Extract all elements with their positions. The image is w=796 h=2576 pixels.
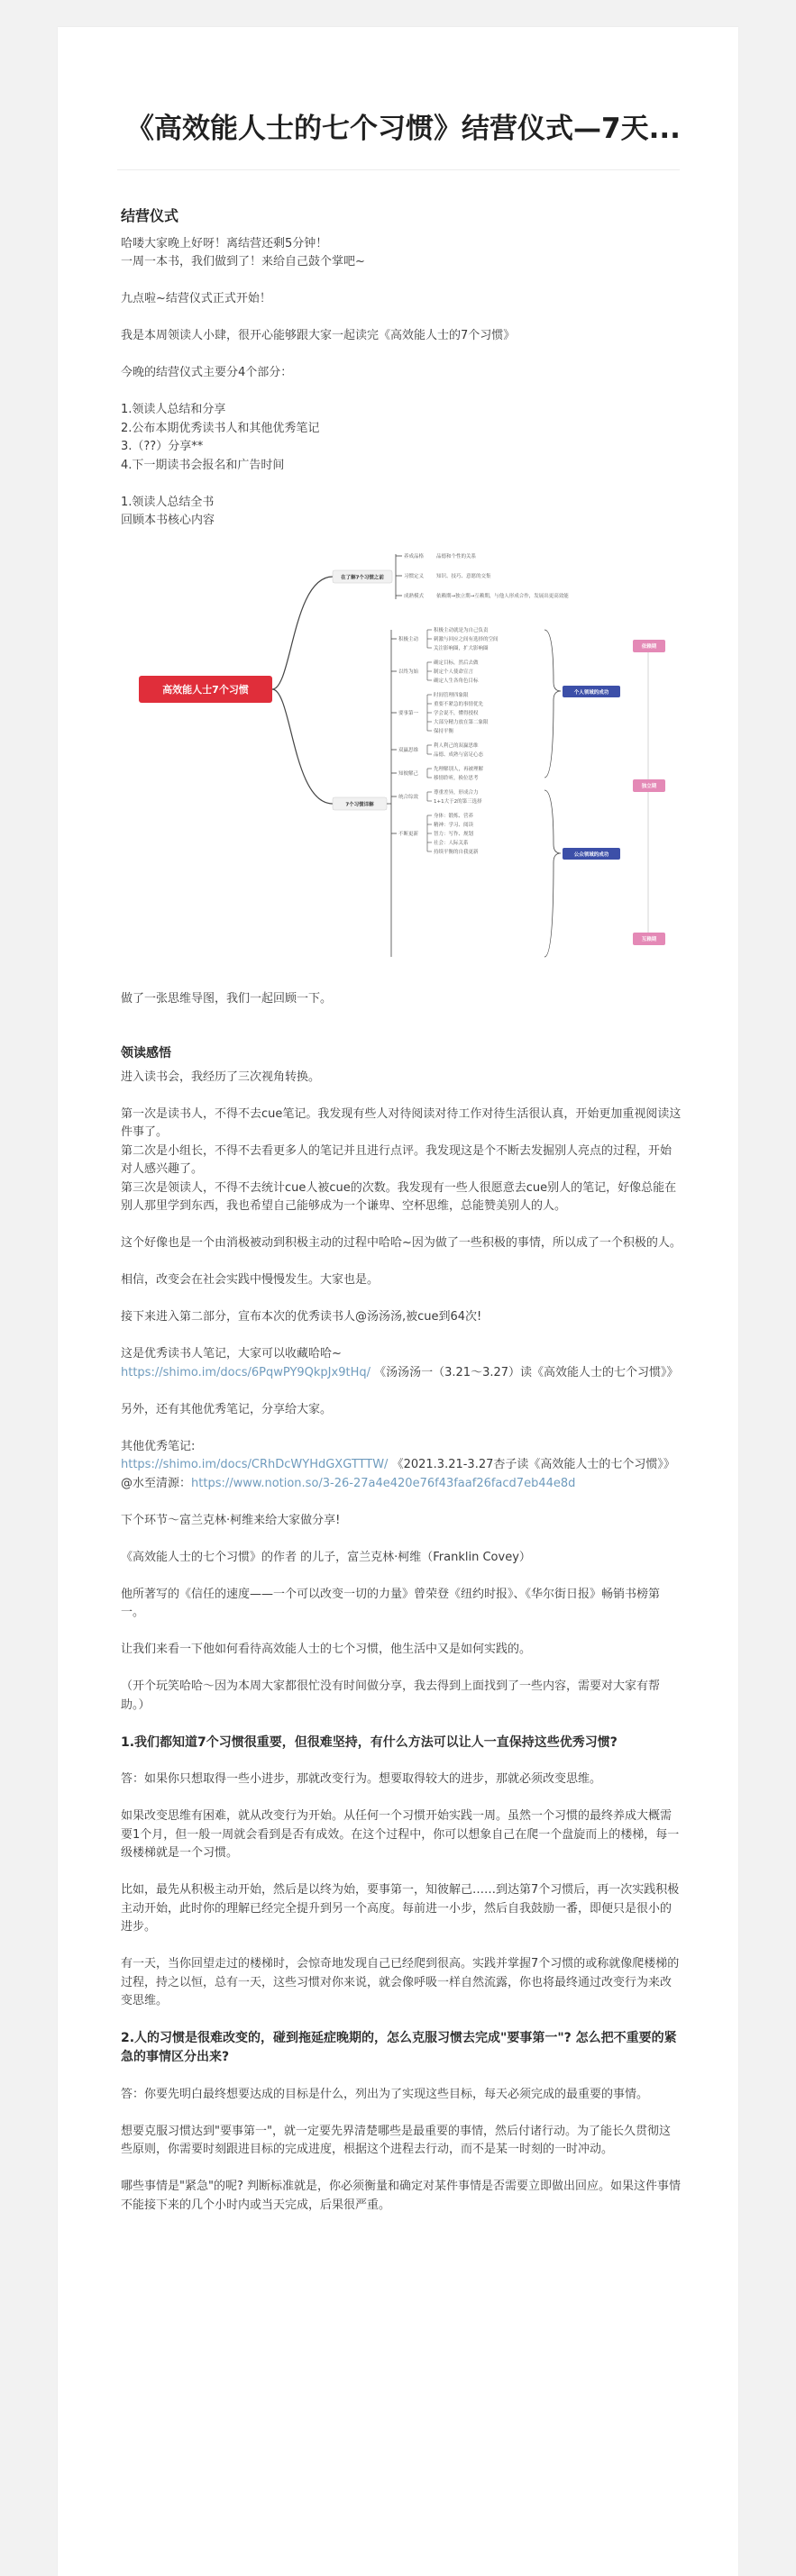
blank-line — [121, 2160, 682, 2179]
blank-line — [121, 309, 682, 328]
group-item-label: 时间管理四象限 — [434, 692, 469, 698]
blank-line — [121, 1087, 682, 1106]
paragraph: 下个环节～富兰克林·柯维来给大家做分享! — [121, 1513, 341, 1527]
paragraph: 比如，最先从积极主动开始，然后是以终为始，要事第一，知彼解己……到达第7个习惯后，再一次实践积极主动开始，此时你的理解已经完全提升到另一个高度。每前进一小步，然后自我鼓励一番，即便只是很小的进步。 — [121, 1883, 680, 1934]
blank-line — [121, 1567, 682, 1586]
paragraph: 第二次是小组长，不得不去看更多人的笔记并且进行点评。我发现这是个不断去发掘别人亮点的过程，开始对人感兴趣了。 — [121, 1143, 672, 1176]
note-link-2[interactable]: https://shimo.im/docs/CRhDcWYHdGXGTTTW/ — [121, 1458, 389, 1471]
paragraph: 这个好像也是一个由消极被动到积极主动的过程中哈哈~因为做了一些积极的事情，所以成了一个积极的人。 — [121, 1236, 682, 1250]
group-label: 不断更新 — [398, 831, 419, 837]
branch-line-bottom — [272, 689, 333, 804]
center-label-personal: 个人领域的成功 — [573, 689, 609, 696]
branch-label-top: 在了解7个习惯之前 — [341, 575, 384, 580]
group-label: 积极主动 — [398, 636, 419, 642]
group-item-label: 智力：写作、规划 — [434, 831, 474, 837]
note-link-1[interactable]: https://shimo.im/docs/6PqwPY9QkpJx9tHq/ — [121, 1365, 371, 1379]
paragraph: 回顾本书核心内容 — [121, 514, 215, 527]
group-item-label: 重要不紧急的事情优先 — [434, 701, 484, 707]
branch-line-top — [272, 577, 333, 689]
mindmap-image — [121, 547, 682, 976]
group-item-label: 利人利己的双赢思维 — [434, 742, 479, 749]
blank-line — [121, 475, 682, 494]
top-leaf-label: 习惯定义 — [404, 573, 425, 579]
group-item-label: 保持平衡 — [434, 728, 454, 734]
group-item-label: 持续平衡的自我更新 — [434, 849, 479, 855]
group-label: 统合综效 — [398, 794, 419, 800]
paragraph: 3.（??）分享** — [121, 440, 204, 453]
blank-line — [121, 1623, 682, 1642]
paragraph: 另外，还有其他优秀笔记，分享给大家。 — [121, 1402, 333, 1416]
paragraph: 第一次是读书人，不得不去cue笔记。我发现有些人对待阅读对待工作对待生活很认真，开始更加重视阅读这件事了。 — [121, 1106, 682, 1139]
note-author-3: @水至清源： — [121, 1476, 192, 1490]
blank-line — [121, 1530, 682, 1549]
paragraph: 2.公布本期优秀读书人和其他优秀笔记 — [121, 421, 320, 435]
top-leaf-label: 成熟模式 — [404, 593, 425, 599]
paragraph: 答：如果你只想取得一些小进步，那就改变行为。想要取得较大的进步，那就必须改变思维。 — [121, 1772, 602, 1786]
section-closing-text — [121, 235, 682, 531]
blank-line — [121, 1715, 682, 1734]
paragraph: 哈喽大家晚上好呀！离结营还剩5分钟！ — [121, 236, 328, 250]
paragraph: 做了一张思维导图，我们一起回顾一下。 — [121, 991, 333, 1006]
blank-line — [121, 383, 682, 402]
paragraph: 今晚的结营仪式主要分4个部分： — [121, 366, 293, 379]
paragraph: 如果改变思维有困难，就从改变行为开始。从任何一个习惯开始实践一周。虽然一个习惯的最终养成大概需要1个月，但一般一周就会看到是否有成效。在这个过程中，你可以想象自己在爬一个盘旋而上的楼梯，每一级楼梯就是一个习惯。 — [121, 1809, 680, 1860]
paragraph: 接下来进入第二部分，宣布本次的优秀读书人@汤汤汤,被cue到64次! — [121, 1310, 482, 1324]
group-item-label: 先理解别人，再被理解 — [434, 766, 484, 772]
blank-line — [121, 2067, 682, 2086]
paragraph: 其他优秀笔记: — [121, 1439, 196, 1453]
section-reflection-text — [121, 1069, 682, 1364]
blank-line — [121, 272, 682, 291]
question-1: 1.我们都知道7个习惯很重要，但很难坚持，有什么方法可以让人一直保持这些优秀习惯? — [121, 1734, 618, 1750]
side-tag-label: 依赖期 — [641, 643, 657, 650]
section-heading-closing: 结营仪式 — [121, 207, 179, 224]
blank-line — [121, 1660, 682, 1679]
paragraph: 想要克服习惯达到"要事第一"，就一定要先界清楚哪些是最重要的事情，然后付诸行动。为了能长久贯彻这些原则，你需要时刻跟进目标的完成进度，根据这个进程去行动，而不是某一时刻的一时冲动。 — [121, 2124, 671, 2156]
paragraph: 有一天，当你回望走过的楼梯时，会惊奇地发现自己已经爬到很高。实践并掌握7个习惯的或称就像爬楼梯的过程，持之以恒，总有一天，这些习惯对你来说，就会像呼吸一样自然流露，你也将最终通过改变行为来改变思维。 — [121, 1957, 680, 2007]
side-tag-label: 独立期 — [641, 783, 657, 789]
group-item-label: 品德、成熟与富足心态 — [434, 751, 484, 758]
blank-line — [121, 1863, 682, 1882]
page-title: 《高效能人士的七个习惯》结营仪式—7天... — [126, 113, 681, 145]
side-tag-label: 互赖期 — [641, 936, 657, 942]
top-leaf-label: 养成品格 — [404, 553, 425, 560]
note-title-2: 《2021.3.21-3.27杏子读《高效能人士的七个习惯》》 — [391, 1458, 675, 1471]
group-item-label: 制定个人使命宣言 — [434, 669, 474, 675]
group-item-label: 身体：锻炼、营养 — [434, 813, 474, 819]
group-item-label: 移情聆听，换位思考 — [434, 775, 479, 781]
document-body — [121, 180, 682, 2215]
document-page — [58, 27, 738, 2576]
paragraph: 他所著写的《信任的速度——一个可以改变一切的力量》曾荣登《纽约时报》、《华尔街日报》畅销书榜第一。 — [121, 1587, 661, 1619]
paragraph: 哪些事情是"紧急"的呢? 判断标准就是，你必须衡量和确定对某件事情是否需要立即做出回应。如果这件事情不能接下来的几个小时内或当天完成，后果很严重。 — [121, 2180, 681, 2212]
paragraph: 我是本周领读人小肆，很开心能够跟大家一起读完《高效能人士的7个习惯》 — [121, 329, 516, 342]
top-leaf-note: 品德和个性的关系 — [436, 553, 477, 560]
group-label: 知彼解己 — [398, 770, 419, 777]
question-2: 2.人的习惯是很难改变的，碰到拖延症晚期的，怎么克服习惯去完成"要事第一"? 怎么把不重要的紧急的事情区分出来? — [121, 2031, 677, 2064]
group-item-label: 积极主动就是为自己负责 — [434, 627, 489, 633]
group-item-label: 社会：人际关系 — [434, 840, 469, 846]
group-item-label: 确定人生各角色目标 — [434, 678, 479, 684]
blank-line — [121, 2104, 682, 2123]
paragraph: 第三次是领读人，不得不去统计cue人被cue的次数。我发现有一些人很愿意去cue别人的笔记，好像总能在别人那里学到东西，我也希望自己能够成为一个谦卑、空杯思维，总能赞美别人的人。 — [121, 1180, 677, 1213]
blank-line — [121, 1216, 682, 1235]
sharing-intro — [121, 1493, 682, 1734]
blank-line — [121, 1752, 682, 1771]
other-notes-intro — [121, 1382, 682, 1456]
paragraph: 相信，改变会在社会实践中慢慢发生。大家也是。 — [121, 1273, 380, 1287]
top-leaf-note: 依赖期→独立期→互赖期，与他人形成合作，发展出更高效能 — [436, 593, 569, 599]
group-label: 双赢思维 — [398, 747, 419, 753]
note-title-1: 《汤汤汤一（3.21～3.27）读《高效能人士的七个习惯》》 — [374, 1365, 679, 1379]
group-item-label: 关注影响圈，扩大影响圈 — [434, 645, 489, 651]
blank-line — [121, 346, 682, 365]
answer-2 — [121, 2067, 682, 2215]
group-item-label: 尊重差异，形成合力 — [434, 789, 479, 796]
group-item-label: 刺激与回应之间有选择的空间 — [434, 636, 499, 642]
blank-line — [121, 1789, 682, 1808]
group-item-label: 1+1大于2的第三选择 — [434, 798, 482, 805]
group-item-label: 确定目标，然后去做 — [434, 660, 479, 666]
public-success-bracket — [544, 790, 561, 957]
blank-line — [121, 1493, 682, 1512]
paragraph: 一周一本书，我们做到了！来给自己鼓个掌吧~ — [121, 255, 365, 269]
title-divider — [117, 169, 680, 170]
paragraph: 1.领读人总结全书 — [121, 495, 215, 509]
paragraph: 九点啦~结营仪式正式开始！ — [121, 292, 271, 305]
paragraph: 4.下一期读书会报名和广告时间 — [121, 458, 285, 472]
personal-success-bracket — [544, 630, 561, 778]
group-label: 以终为始 — [398, 669, 419, 675]
paragraph: （开个玩笑哈哈～因为本周大家都很忙没有时间做分享，我去得到上面找到了一些内容，需要对大家有帮助。） — [121, 1679, 661, 1712]
excellent-note-3 — [121, 1475, 682, 1494]
group-item-label: 精神：学习、阅读 — [434, 822, 474, 828]
mindmap-root-label: 高效能人士7个习惯 — [162, 683, 249, 696]
paragraph: 这是优秀读书人笔记，大家可以收藏哈哈~ — [121, 1347, 342, 1361]
mindmap-caption — [121, 990, 682, 1009]
blank-line — [121, 1290, 682, 1309]
blank-line — [121, 1327, 682, 1346]
note-link-3[interactable]: https://www.notion.so/3-26-27a4e420e76f43faaf26facd7eb44e8d — [191, 1476, 576, 1490]
blank-line — [121, 2011, 682, 2030]
group-label: 要事第一 — [398, 710, 419, 716]
paragraph: 答：你要先明白最终想要达成的目标是什么，列出为了实现这些目标，每天必须完成的最重要的事情。 — [121, 2087, 649, 2101]
blank-line — [121, 1419, 682, 1438]
blank-line — [121, 1253, 682, 1272]
blank-line — [121, 1937, 682, 1956]
excellent-note-1 — [121, 1364, 682, 1383]
branch-label-bottom: 7个习惯详解 — [345, 802, 374, 807]
group-item-label: 大部分精力放在第二象限 — [434, 719, 489, 725]
section-heading-reflection: 领读感悟 — [121, 1046, 171, 1060]
group-item-label: 学会说不，懂得授权 — [434, 710, 479, 716]
excellent-note-2 — [121, 1456, 682, 1475]
blank-line — [121, 1382, 682, 1401]
paragraph: 进入读书会，我经历了三次视角转换。 — [121, 1070, 321, 1084]
mindmap-svg — [121, 547, 682, 976]
paragraph: 1.领读人总结和分享 — [121, 403, 226, 416]
paragraph: 《高效能人士的七个习惯》的作者 的儿子，富兰克林·柯维（Franklin Covey） — [121, 1550, 531, 1564]
center-label-public: 公众领域的成功 — [573, 851, 609, 858]
answer-1 — [121, 1752, 682, 2030]
top-leaf-note: 知识、技巧、意愿的交集 — [436, 573, 491, 579]
paragraph: 让我们来看一下他如何看待高效能人士的七个习惯，他生活中又是如何实践的。 — [121, 1643, 532, 1656]
